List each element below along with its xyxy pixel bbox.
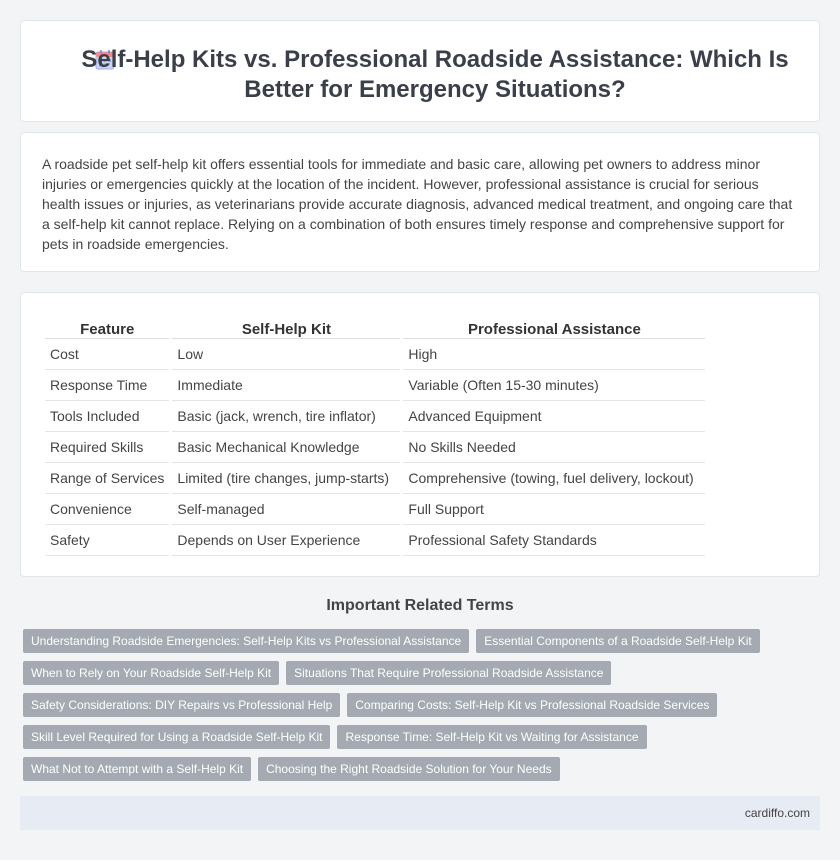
cell-self-help-kit: Self-managed <box>172 494 400 525</box>
cell-professional: No Skills Needed <box>403 432 705 463</box>
table-row <box>45 494 705 525</box>
table-row <box>45 432 705 463</box>
title-card <box>20 20 820 122</box>
footer-site-link[interactable]: cardiffo.com <box>744 806 810 820</box>
cell-self-help-kit: Depends on User Experience <box>172 525 400 556</box>
table-row <box>45 525 705 556</box>
tag-row <box>23 693 813 717</box>
tag-row <box>23 757 813 781</box>
cell-feature: Range of Services <box>45 463 169 494</box>
related-term-link[interactable]: Comparing Costs: Self-Help Kit vs Professional Roadside Services <box>347 693 717 717</box>
tag-row <box>23 629 813 653</box>
table-header-row <box>45 315 705 339</box>
related-terms-list <box>23 629 813 789</box>
comparison-card <box>20 292 820 577</box>
cell-professional: Advanced Equipment <box>403 401 705 432</box>
cell-feature: Safety <box>45 525 169 556</box>
table-row <box>45 339 705 370</box>
comparison-table <box>42 315 708 556</box>
related-term-link[interactable]: Situations That Require Professional Roadside Assistance <box>286 661 611 685</box>
cell-self-help-kit: Immediate <box>172 370 400 401</box>
page-title: Self-Help Kits vs. Professional Roadside Assistance: Which Is Better for Emergency Situations? <box>81 46 789 103</box>
header-professional-assistance: Professional Assistance <box>403 315 705 339</box>
cell-feature: Required Skills <box>45 432 169 463</box>
cell-self-help-kit: Basic (jack, wrench, tire inflator) <box>172 401 400 432</box>
cell-feature: Response Time <box>45 370 169 401</box>
cell-professional: Comprehensive (towing, fuel delivery, lockout) <box>403 463 705 494</box>
cell-feature: Cost <box>45 339 169 370</box>
tag-row <box>23 661 813 685</box>
cell-professional: Variable (Often 15-30 minutes) <box>403 370 705 401</box>
header-self-help-kit: Self-Help Kit <box>172 315 400 339</box>
tag-row <box>23 725 813 749</box>
table-row <box>45 401 705 432</box>
cell-professional: Full Support <box>403 494 705 525</box>
header-feature: Feature <box>45 315 169 339</box>
table-row <box>45 463 705 494</box>
table-row <box>45 370 705 401</box>
cell-professional: Professional Safety Standards <box>403 525 705 556</box>
related-term-link[interactable]: When to Rely on Your Roadside Self-Help Kit <box>23 661 279 685</box>
related-term-link[interactable]: Response Time: Self-Help Kit vs Waiting for Assistance <box>337 725 646 749</box>
cell-feature: Convenience <box>45 494 169 525</box>
related-term-link[interactable]: Safety Considerations: DIY Repairs vs Professional Help <box>23 693 340 717</box>
cell-self-help-kit: Basic Mechanical Knowledge <box>172 432 400 463</box>
footer <box>20 796 820 830</box>
cell-self-help-kit: Low <box>172 339 400 370</box>
related-term-link[interactable]: Choosing the Right Roadside Solution for Your Needs <box>258 757 560 781</box>
related-terms-heading: Important Related Terms <box>326 597 514 614</box>
related-term-link[interactable]: What Not to Attempt with a Self-Help Kit <box>23 757 251 781</box>
cell-self-help-kit: Limited (tire changes, jump-starts) <box>172 463 400 494</box>
intro-paragraph: A roadside pet self-help kit offers essential tools for immediate and basic care, allowing pet owners to address minor injuries or emergencies quickly at the location of the incident. However, professional assistance is crucial for serious health issues or injuries, as veterinarians provide accurate diagnosis, advanced medical treatment, and ongoing care that a self-help kit cannot replace. Relying on a combination of both ensures timely response and comprehensive support for pets in roadside emergencies. <box>42 156 793 252</box>
cell-feature: Tools Included <box>45 401 169 432</box>
related-term-link[interactable]: Essential Components of a Roadside Self-Help Kit <box>476 629 759 653</box>
related-term-link[interactable]: Understanding Roadside Emergencies: Self-Help Kits vs Professional Assistance <box>23 629 469 653</box>
cell-professional: High <box>403 339 705 370</box>
intro-card <box>20 132 820 272</box>
related-term-link[interactable]: Skill Level Required for Using a Roadside Self-Help Kit <box>23 725 330 749</box>
